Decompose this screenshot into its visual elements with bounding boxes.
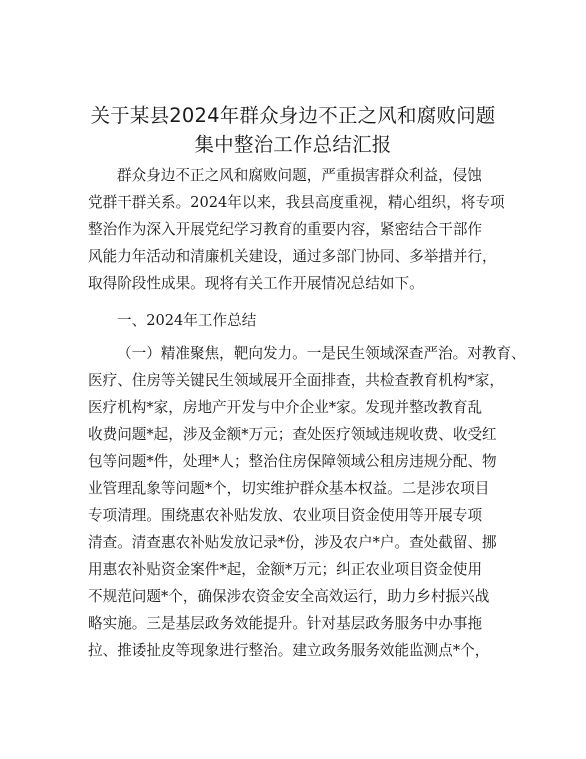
section-paragraph-line: 医疗、住房等关键民生领域展开全面排查，共检查教育机构*家， [88, 372, 504, 389]
section-paragraph-line: 不规范问题*个，确保涉农资金安全高效运行，助力乡村振兴战 [88, 588, 490, 605]
section-paragraph-line: 包等问题*件，处理*人；整治住房保障领域公租房违规分配、物 [88, 453, 497, 470]
intro-paragraph-line: 整治作为深入开展党纪学习教育的重要内容，紧密结合干部作 [88, 221, 483, 238]
section-paragraph-line: （一）精准聚焦，靶向发力。一是民生领域深查严治。对教育、 [117, 345, 526, 362]
section-paragraph-line: 专项清理。围绕惠农补贴发放、农业项目资金使用等开展专项 [88, 507, 483, 524]
document-title-line-2: 集中整治工作总结汇报 [194, 133, 392, 156]
section-paragraph-line: 清查。清查惠农补贴发放记录*份，涉及农户*户。查处截留、挪 [88, 534, 497, 551]
section-paragraph-line: 业管理乱象等问题*个，切实维护群众基本权益。二是涉农项目 [88, 480, 490, 497]
intro-paragraph-line: 取得阶段性成果。现将有关工作开展情况总结如下。 [88, 275, 424, 292]
section-paragraph-line: 用惠农补贴资金案件*起，金额*万元；纠正农业项目资金使用 [88, 561, 483, 578]
section-paragraph-line: 收费问题*起，涉及金额*万元；查处医疗领域违规收费、收受红 [88, 426, 497, 443]
section-paragraph-line: 医疗机构*家，房地产开发与中介企业*家。发现并整改教育乱 [88, 399, 483, 416]
intro-paragraph-line: 党群干群关系。2024年以来，我县高度重视，精心组织，将专项 [88, 194, 505, 211]
intro-paragraph-line: 群众身边不正之风和腐败问题，严重损害群众利益，侵蚀 [117, 167, 482, 184]
section-paragraph-line: 略实施。三是基层政务效能提升。针对基层政务服务中办事拖 [88, 615, 483, 632]
document-title-line-1: 关于某县2024年群众身边不正之风和腐败问题 [90, 104, 496, 127]
intro-paragraph-line: 风能力年活动和清廉机关建设，通过多部门协同、多举措并行， [88, 248, 497, 265]
section-paragraph-line: 拉、推诿扯皮等现象进行整治。建立政务服务效能监测点*个， [88, 642, 490, 659]
section-heading: 一、2024年工作总结 [117, 312, 257, 329]
